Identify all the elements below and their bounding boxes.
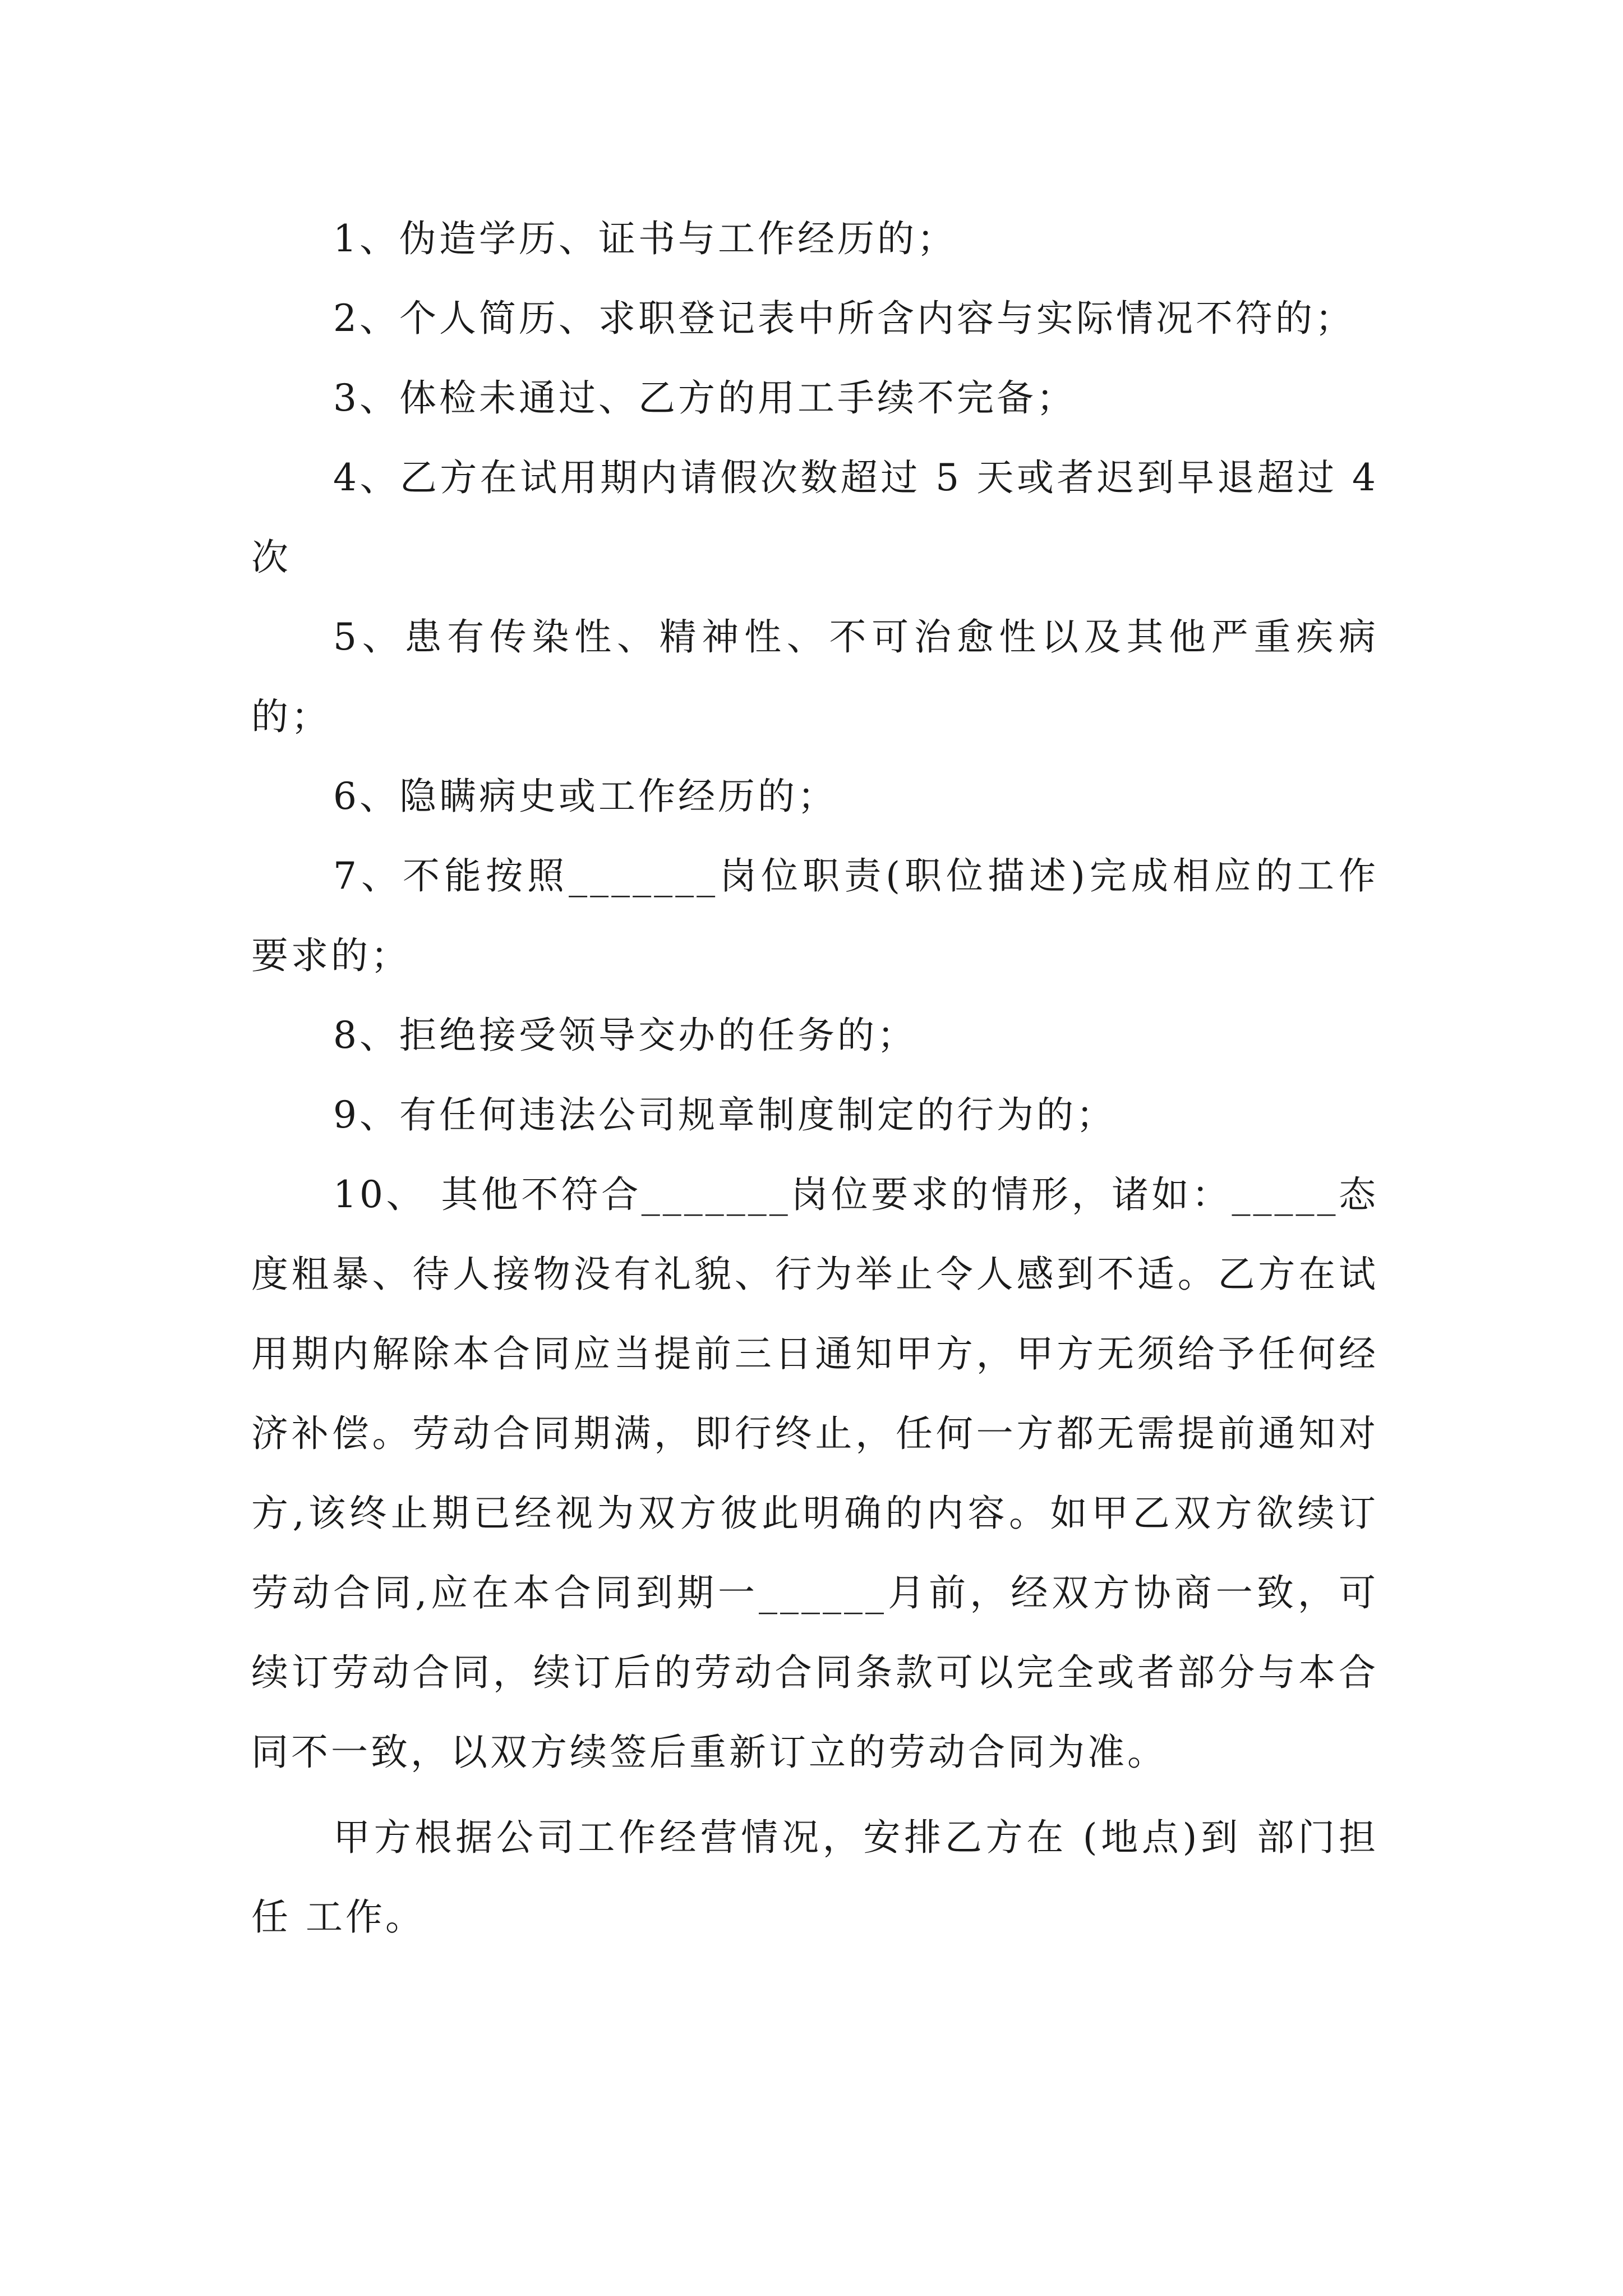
work-assignment-paragraph: 甲方根据公司工作经营情况，安排乙方在 (地点)到 部门担任 工作。 <box>251 1816 1378 1939</box>
clause-3: 3、体检未通过、乙方的用工手续不完备； <box>333 376 1076 420</box>
clause-10: 10、 其他不符合_______岗位要求的情形，诸如：_____态度粗暴、待人接物没有礼貌、行为举止令人感到不适。乙方在试用期内解除本合同应当提前三日通知甲方，甲方无须给予任何经济补偿。劳动合同期满，即行终止，任何一方都无需提前通知对方,该终止期已经视为双方彼此明确的内容。如甲乙双方欲续订劳动合同,应在本合同到期一______月前，经双方协商一致，可续订劳动合同，续订后的劳动合同条款可以完全或者部分与本合同不一致，以双方续签后重新订立的劳动合同为准。 <box>251 1173 1378 1774</box>
contract-body <box>251 199 1378 1957</box>
clause-7: 7、不能按照_______岗位职责(职位描述)完成相应的工作要求的； <box>251 854 1378 977</box>
clause-2: 2、个人简历、求职登记表中所含内容与实际情况不符的； <box>333 297 1355 340</box>
clause-5: 5、患有传染性、精神性、不可治愈性以及其他严重疾病的； <box>251 615 1378 738</box>
clause-1: 1、伪造学历、证书与工作经历的； <box>333 217 957 260</box>
clause-6: 6、隐瞒病史或工作经历的； <box>333 775 837 818</box>
clause-9: 9、有任何违法公司规章制度制定的行为的； <box>333 1093 1116 1137</box>
clause-8: 8、拒绝接受领导交办的任务的； <box>333 1014 917 1057</box>
clause-4: 4、乙方在试用期内请假次数超过 5 天或者迟到早退超过 4 次 <box>251 456 1378 579</box>
